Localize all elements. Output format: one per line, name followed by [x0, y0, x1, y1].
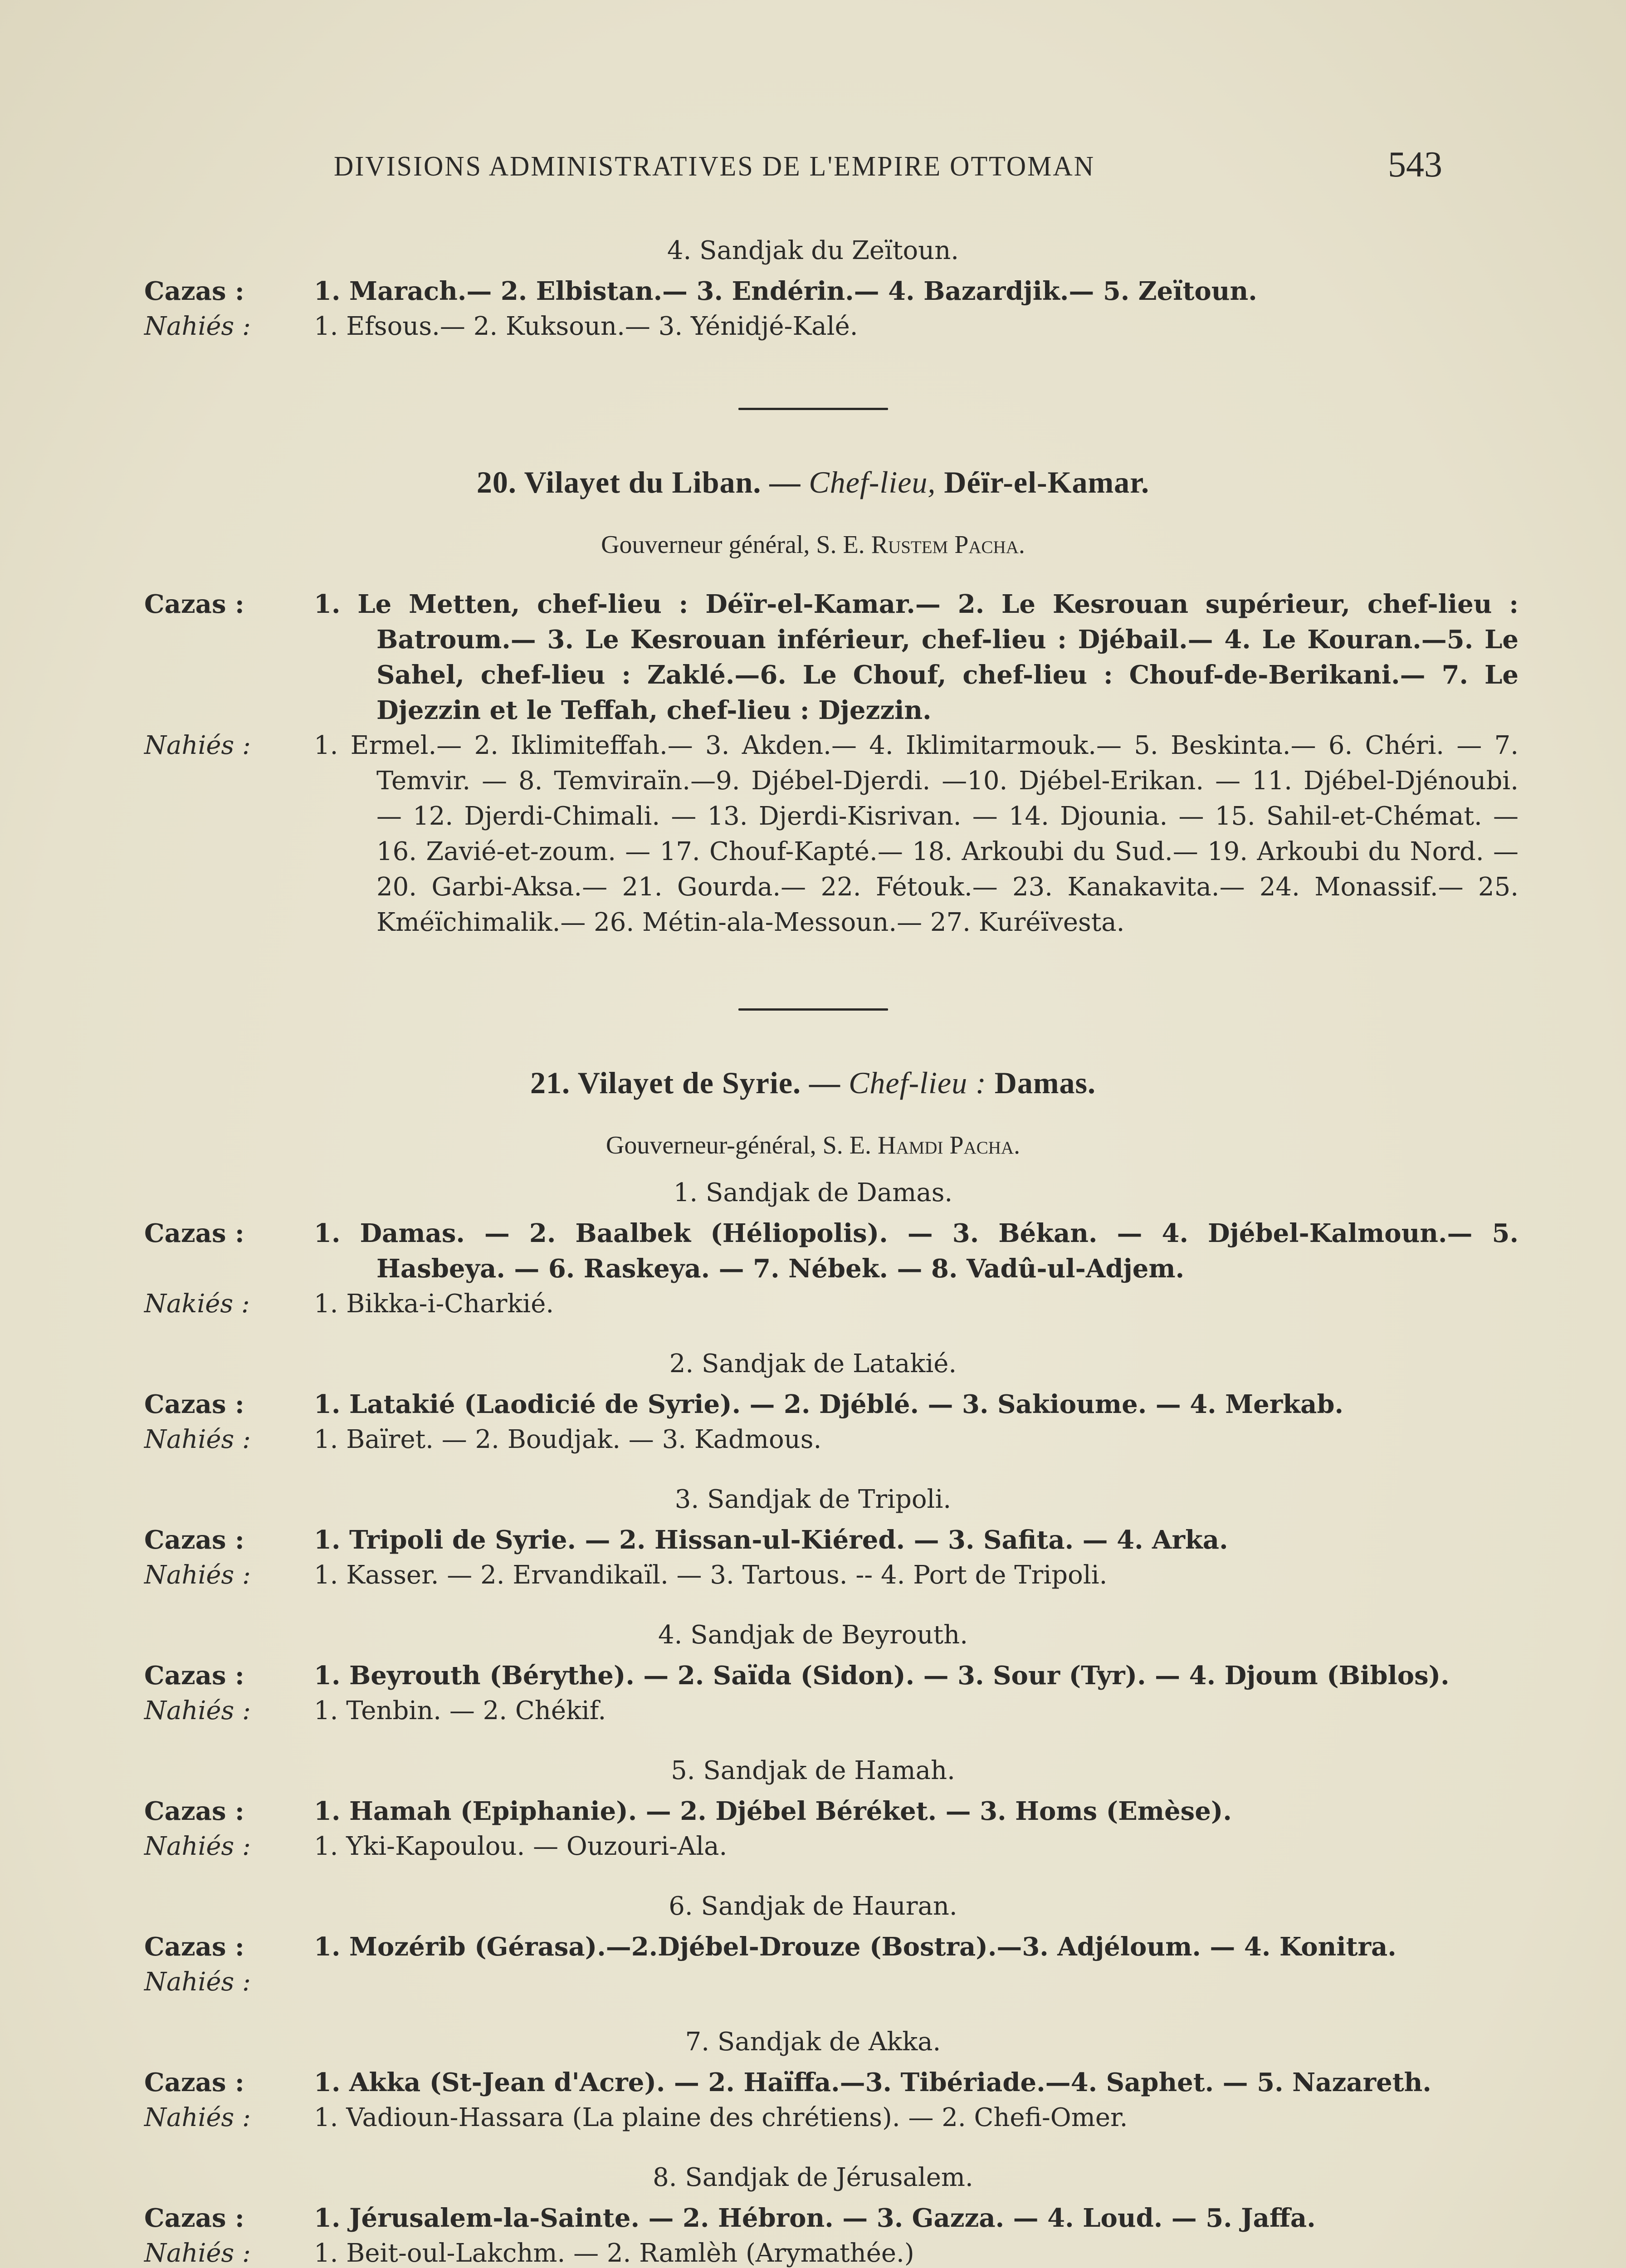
section-divider [738, 1008, 888, 1011]
cazas-row [0, 274, 1626, 309]
section-divider [738, 408, 888, 410]
cazas-label: Cazas : [144, 589, 244, 619]
cazas-row [0, 1658, 1626, 1693]
nahies-row [0, 1965, 1626, 2000]
sandjak-title: 4. Sandjak de Beyrouth. [658, 1620, 968, 1650]
nahies-label: Nahiés : [144, 1696, 251, 1725]
vilayet-title [0, 1065, 1626, 1101]
page-content [0, 236, 1626, 2268]
nahies-list: 1. Bikka-i-Charkié. [314, 1289, 554, 1319]
chef-lieu-label: Chef-lieu : [849, 1066, 986, 1100]
governor-line [0, 1131, 1626, 1160]
sandjak-block [0, 1349, 1626, 1457]
nahies-row [0, 1422, 1626, 1457]
chef-lieu-label: Chef-lieu, [809, 465, 936, 499]
cazas-label: Cazas : [144, 1661, 244, 1691]
cazas-row [0, 1387, 1626, 1422]
sandjak-title: 6. Sandjak de Hauran. [669, 1892, 957, 1921]
nahies-label: Nahiés : [144, 1560, 251, 1590]
nahies-label: Nahiés : [144, 731, 251, 760]
cazas-label: Cazas : [144, 1218, 244, 1248]
nahies-list: 1. Baïret. — 2. Boudjak. — 3. Kadmous. [314, 1425, 822, 1454]
cazas-label: Cazas : [144, 2203, 244, 2233]
sandjak-block [0, 1485, 1626, 1593]
cazas-label: Cazas : [144, 1932, 244, 1962]
cazas-row [0, 1794, 1626, 1829]
cazas-list: 1. Akka (St-Jean d'Acre). — 2. Haïffa.—3. Tibériade.—4. Saphet. — 5. Nazareth. [314, 2068, 1431, 2097]
sandjak-block [0, 2027, 1626, 2136]
governor-prefix: Gouverneur-général, S. E. [605, 1131, 871, 1159]
cazas-list: 1. Beyrouth (Bérythe). — 2. Saïda (Sidon). — 3. Sour (Tyr). — 4. Djoum (Biblos). [314, 1661, 1450, 1691]
cazas-row [0, 1522, 1626, 1558]
governor-line [0, 530, 1626, 559]
nahies-row [0, 2100, 1626, 2136]
cazas-row [0, 587, 1626, 728]
cazas-label: Cazas : [144, 1389, 244, 1419]
sandjak-title: 5. Sandjak de Hamah. [671, 1756, 955, 1785]
governor-prefix: Gouverneur général, S. E. [601, 531, 865, 559]
sandjak-block [0, 1756, 1626, 1864]
nahies-row [0, 728, 1626, 940]
sandjak-title: 2. Sandjak de Latakié. [669, 1349, 957, 1378]
cazas-list: 1. Mozérib (Gérasa).—2.Djébel-Drouze (Bostra).—3. Adjéloum. — 4. Konitra. [314, 1932, 1397, 1962]
chef-lieu-name: Déïr-el-Kamar. [944, 465, 1150, 499]
sandjak-list [0, 1178, 1626, 2268]
cazas-row [0, 1216, 1626, 1286]
running-title: DIVISIONS ADMINISTRATIVES DE L'EMPIRE OTTOMAN [334, 150, 1095, 182]
nahies-label: Nahiés : [144, 1832, 251, 1861]
cazas-row [0, 2200, 1626, 2236]
nahies-list: 1. Vadioun-Hassara (La plaine des chrétiens). — 2. Chefi-Omer. [314, 2103, 1128, 2132]
vilayet-syrie [0, 1065, 1626, 2268]
cazas-list: 1. Tripoli de Syrie. — 2. Hissan-ul-Kiéred. — 3. Safita. — 4. Arka. [314, 1525, 1228, 1555]
sandjak-title: 1. Sandjak de Damas. [673, 1178, 953, 1207]
sandjak-title: 7. Sandjak de Akka. [685, 2027, 941, 2057]
sandjak-zeitoun [0, 236, 1626, 344]
vilayet-liban [0, 464, 1626, 940]
nahies-label: Nahiés : [144, 2103, 251, 2132]
cazas-list: 1. Damas. — 2. Baalbek (Héliopolis). — 3. Békan. — 4. Djébel-Kalmoun.— 5. Hasbeya. — 6. Raskeya. — 7. Nébek. — 8. Vadû-ul-Adjem. [314, 1218, 1519, 1284]
nahies-label: Nakiés : [144, 1289, 250, 1319]
sandjak-title: 3. Sandjak de Tripoli. [674, 1485, 952, 1514]
nahies-label: Nahiés : [144, 1425, 251, 1454]
cazas-list: 1. Marach.— 2. Elbistan.— 3. Endérin.— 4. Bazardjik.— 5. Zeïtoun. [314, 276, 1257, 306]
nahies-row [0, 1829, 1626, 1864]
nahies-list: 1. Tenbin. — 2. Chékif. [314, 1696, 606, 1725]
nahies-list: 1. Ermel.— 2. Iklimiteffah.— 3. Akden.— 4. Iklimitarmouk.— 5. Beskinta.— 6. Chéri. — 7. Temvir. — 8. Temviraïn.—9. Djébel-Djerdi. —10. Djébel-Erikan. — 11. Djébel-Djénoubi. — 12. Djerdi-Chimali. — 13. Djerdi-Kisrivan. — 14. Djounia. — 15. Sahil-et-Chémat. — 16. Zavié-et-zoum. — 17. Chouf-Kapté.— 18. Arkoubi du Sud.— 19. Arkoubi du Nord. — 20. Garbi-Aksa.— 21. Gourda.— 22. Fétouk.— 23. Kanakavita.— 24. Monassif.— 25. Kméïchimalik.— 26. Métin-ala-Messoun.— 27. Kuréïvesta. [314, 731, 1519, 937]
cazas-list: 1. Latakié (Laodicié de Syrie). — 2. Djéblé. — 3. Sakioume. — 4. Merkab. [314, 1389, 1344, 1419]
nahies-row [0, 1558, 1626, 1593]
sandjak-block [0, 1178, 1626, 1322]
nahies-list: 1. Efsous.— 2. Kuksoun.— 3. Yénidjé-Kalé. [314, 312, 858, 341]
cazas-label: Cazas : [144, 1796, 244, 1826]
nahies-row [0, 2236, 1626, 2268]
sandjak-block [0, 2163, 1626, 2268]
chef-lieu-name: Damas. [994, 1066, 1096, 1100]
vilayet-name: 21. Vilayet de Syrie. — [530, 1066, 841, 1100]
nahies-label: Nahiés : [144, 2239, 251, 2268]
cazas-list: 1. Jérusalem-la-Sainte. — 2. Hébron. — 3. Gazza. — 4. Loud. — 5. Jaffa. [314, 2203, 1316, 2233]
cazas-label: Cazas : [144, 1525, 244, 1555]
cazas-label: Cazas : [144, 276, 244, 306]
cazas-label: Cazas : [144, 2068, 244, 2097]
nahies-label: Nahiés : [144, 312, 251, 341]
cazas-row [0, 2065, 1626, 2100]
cazas-list: 1. Le Metten, chef-lieu : Déïr-el-Kamar.— 2. Le Kesrouan supérieur, chef-lieu : Batroum.— 3. Le Kesrouan inférieur, chef-lieu : Djébail.— 4. Le Kouran.—5. Le Sahel, chef-lieu : Zaklé.—6. Le Chouf, chef-lieu : Chouf-de-Berikani.— 7. Le Djezzin et le Teffah, chef-lieu : Djezzin. [314, 589, 1519, 725]
nahies-row [0, 309, 1626, 344]
cazas-list: 1. Hamah (Epiphanie). — 2. Djébel Béréket. — 3. Homs (Emèse). [314, 1796, 1232, 1826]
governor-name: Rustem Pacha. [871, 531, 1025, 559]
vilayet-title [0, 464, 1626, 500]
vilayet-name: 20. Vilayet du Liban. — [476, 465, 801, 499]
nahies-label: Nahiés : [144, 1967, 251, 1997]
cazas-row [0, 1929, 1626, 1965]
nahies-list: 1. Kasser. — 2. Ervandikaïl. — 3. Tartous. -- 4. Port de Tripoli. [314, 1560, 1108, 1590]
sandjak-block [0, 1892, 1626, 2000]
nahies-list: 1. Yki-Kapoulou. — Ouzouri-Ala. [314, 1832, 728, 1861]
governor-name: Hamdi Pacha. [878, 1131, 1021, 1159]
nahies-row [0, 1286, 1626, 1322]
page-header [0, 144, 1626, 190]
sandjak-title: 4. Sandjak du Zeïtoun. [667, 236, 959, 265]
page-number: 543 [1388, 145, 1442, 185]
nahies-row [0, 1693, 1626, 1729]
sandjak-block [0, 1620, 1626, 1729]
nahies-list: 1. Beit-oul-Lakchm. — 2. Ramlèh (Arymathée.) [314, 2239, 914, 2268]
sandjak-title: 8. Sandjak de Jérusalem. [653, 2163, 973, 2192]
